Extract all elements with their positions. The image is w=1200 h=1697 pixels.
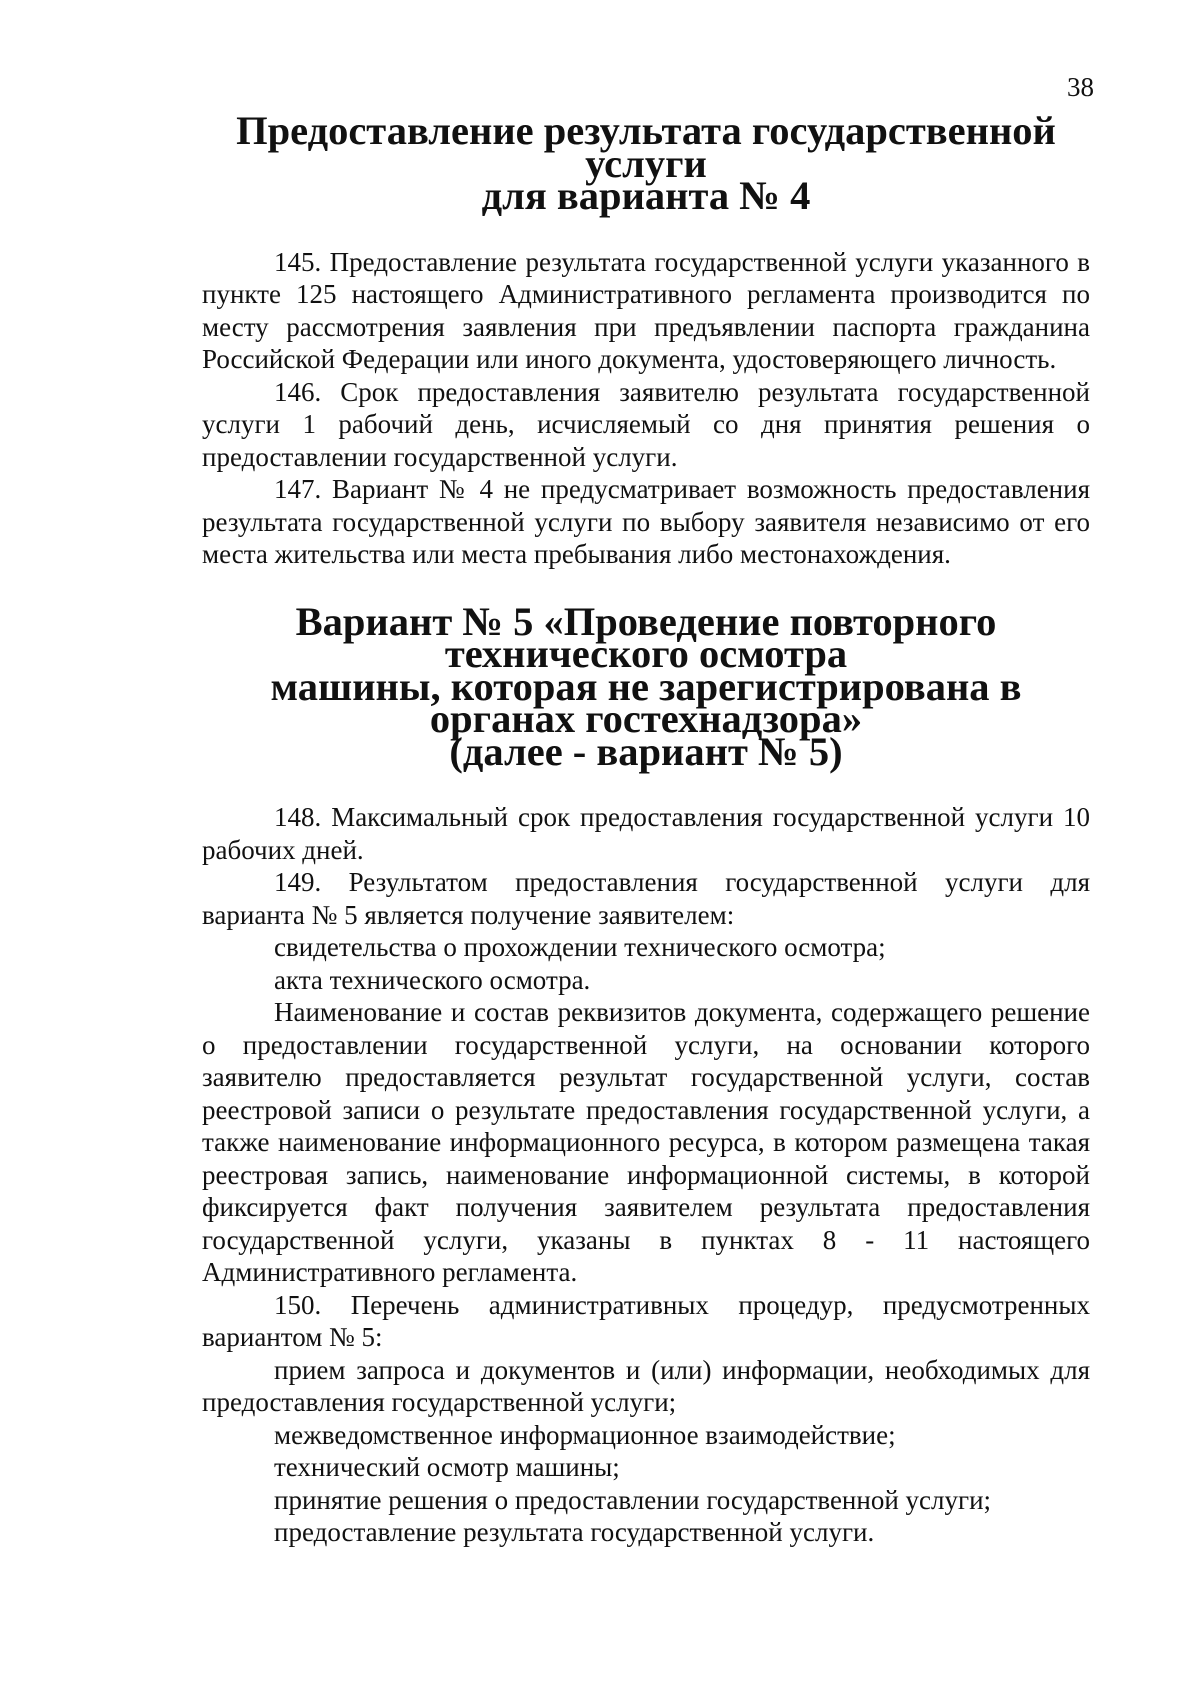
- heading-line: Вариант № 5 «Проведение повторного технического осмотра: [295, 598, 997, 676]
- heading-line: машины, которая не зарегистрирована в органах гостехнадзора»: [270, 663, 1022, 741]
- section-heading-variant-5: [202, 598, 1090, 774]
- list-item: предоставление результата государственной услуги.: [274, 1517, 875, 1547]
- paragraph-149: 149. Результатом предоставления государственной услуги для варианта № 5 является получение заявителем:: [202, 867, 1090, 930]
- list-item: прием запроса и документов и (или) информации, необходимых для предоставления государственной услуги;: [202, 1354, 1090, 1417]
- paragraph-requisites: Наименование и состав реквизитов документа, содержащего решение о предоставлении государственной услуги, на основании которого заявителю предоставляется результат государственной услуги, состав реестровой записи о результате предоставления государственной услуги, а также наименование информационного ресурса, в котором размещена такая реестровая запись, наименование информационной системы, в которой фиксируется факт получения заявителем результата предоставления государственной услуги, указаны в пунктах 8 - 11 настоящего Административного регламента.: [202, 997, 1090, 1287]
- list-item: межведомственное информационное взаимодействие;: [274, 1419, 896, 1450]
- heading-line: (далее - вариант № 5): [449, 728, 843, 774]
- page-number: 38: [1067, 72, 1094, 102]
- paragraph-150: 150. Перечень административных процедур, предусмотренных вариантом № 5:: [202, 1289, 1090, 1352]
- list-item: акта технического осмотра.: [274, 964, 591, 995]
- list-item: свидетельства о прохождении технического осмотра;: [274, 932, 886, 962]
- heading-line: Предоставление результата государственной услуги: [236, 108, 1056, 186]
- paragraph-146: 146. Срок предоставления заявителю результата государственной услуги 1 рабочий день, исчисляемый со дня принятия решения о предоставлении государственной услуги.: [202, 376, 1090, 472]
- list-item: технический осмотр машины;: [274, 1452, 620, 1482]
- paragraph-148: 148. Максимальный срок предоставления государственной услуги 10 рабочих дней.: [202, 802, 1090, 865]
- paragraph-147: 147. Вариант № 4 не предусматривает возможность предоставления результата государственной услуги по выбору заявителя независимо от его места жительства или места пребывания либо местонахождения.: [202, 474, 1090, 569]
- heading-line: для варианта № 4: [481, 173, 811, 218]
- section-heading-variant-4-result: [202, 108, 1090, 218]
- page-content: [202, 108, 1090, 1549]
- paragraph-145: 145. Предоставление результата государственной услуги указанного в пункте 125 настоящего Административного регламента производится по месту рассмотрения заявления при предъявлении паспорта гражданина Российской Федерации или иного документа, удостоверяющего личность.: [202, 246, 1090, 374]
- list-item: принятие решения о предоставлении государственной услуги;: [274, 1484, 992, 1515]
